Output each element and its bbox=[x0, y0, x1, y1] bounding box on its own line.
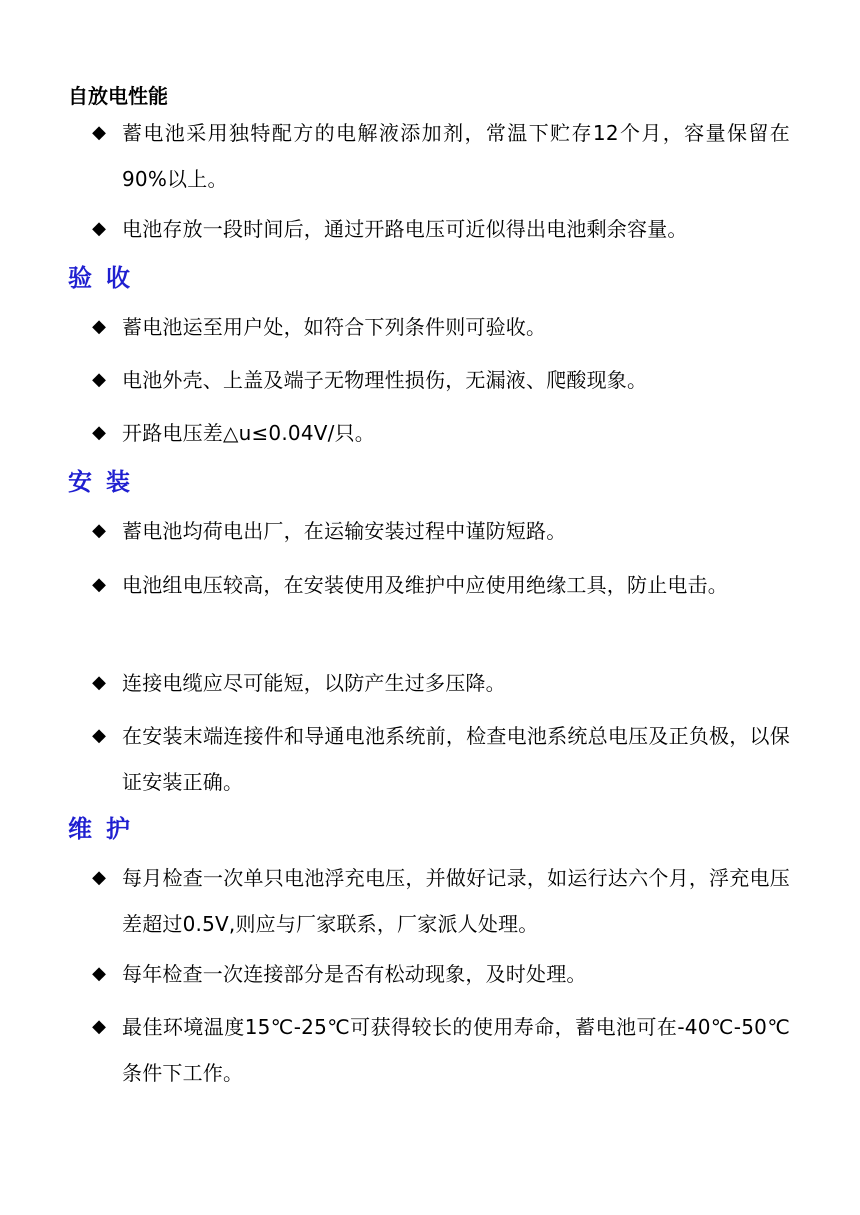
diamond-bullet-icon: ◆ bbox=[92, 963, 106, 984]
diamond-bullet-icon: ◆ bbox=[92, 1016, 106, 1037]
list-item-text: 电池存放一段时间后，通过开路电压可近似得出电池剩余容量。 bbox=[122, 217, 688, 241]
diamond-bullet-icon: ◆ bbox=[92, 520, 106, 541]
section-heading: 验收 bbox=[68, 264, 144, 292]
list-item-text: 开路电压差△u≤0.04V/只。 bbox=[122, 421, 375, 445]
section-heading: 维护 bbox=[68, 815, 144, 843]
list-item-text: 蓄电池采用独特配方的电解液添加剂，常温下贮存12个月，容量保留在90%以上。 bbox=[122, 121, 790, 191]
diamond-bullet-icon: ◆ bbox=[92, 218, 106, 239]
diamond-bullet-icon: ◆ bbox=[92, 574, 106, 595]
list-item-text: 蓄电池运至用户处，如符合下列条件则可验收。 bbox=[122, 315, 547, 339]
list-item-text: 蓄电池均荷电出厂，在运输安装过程中谨防短路。 bbox=[122, 519, 567, 543]
list-item-text: 最佳环境温度15℃-25℃可获得较长的使用寿命，蓄电池可在-40℃-50℃条件下工作。 bbox=[122, 1015, 790, 1085]
diamond-bullet-icon: ◆ bbox=[92, 867, 106, 888]
list-item-text: 每年检查一次连接部分是否有松动现象，及时处理。 bbox=[122, 962, 587, 986]
diamond-bullet-icon: ◆ bbox=[92, 422, 106, 443]
diamond-bullet-icon: ◆ bbox=[92, 316, 106, 337]
section-heading: 安装 bbox=[68, 468, 144, 496]
diamond-bullet-icon: ◆ bbox=[92, 369, 106, 390]
list-item-text: 在安装末端连接件和导通电池系统前，检查电池系统总电压及正负极，以保证安装正确。 bbox=[122, 724, 790, 794]
list-item-text: 连接电缆应尽可能短，以防产生过多压降。 bbox=[122, 671, 506, 695]
diamond-bullet-icon: ◆ bbox=[92, 725, 106, 746]
diamond-bullet-icon: ◆ bbox=[92, 122, 106, 143]
section-heading: 自放电性能 bbox=[68, 84, 168, 108]
list-item-text: 电池组电压较高，在安装使用及维护中应使用绝缘工具，防止电击。 bbox=[122, 573, 728, 597]
list-item-text: 每月检查一次单只电池浮充电压，并做好记录，如运行达六个月，浮充电压差超过0.5V,则应与厂家联系，厂家派人处理。 bbox=[122, 866, 790, 936]
list-item-text: 电池外壳、上盖及端子无物理性损伤，无漏液、爬酸现象。 bbox=[122, 368, 648, 392]
diamond-bullet-icon: ◆ bbox=[92, 672, 106, 693]
